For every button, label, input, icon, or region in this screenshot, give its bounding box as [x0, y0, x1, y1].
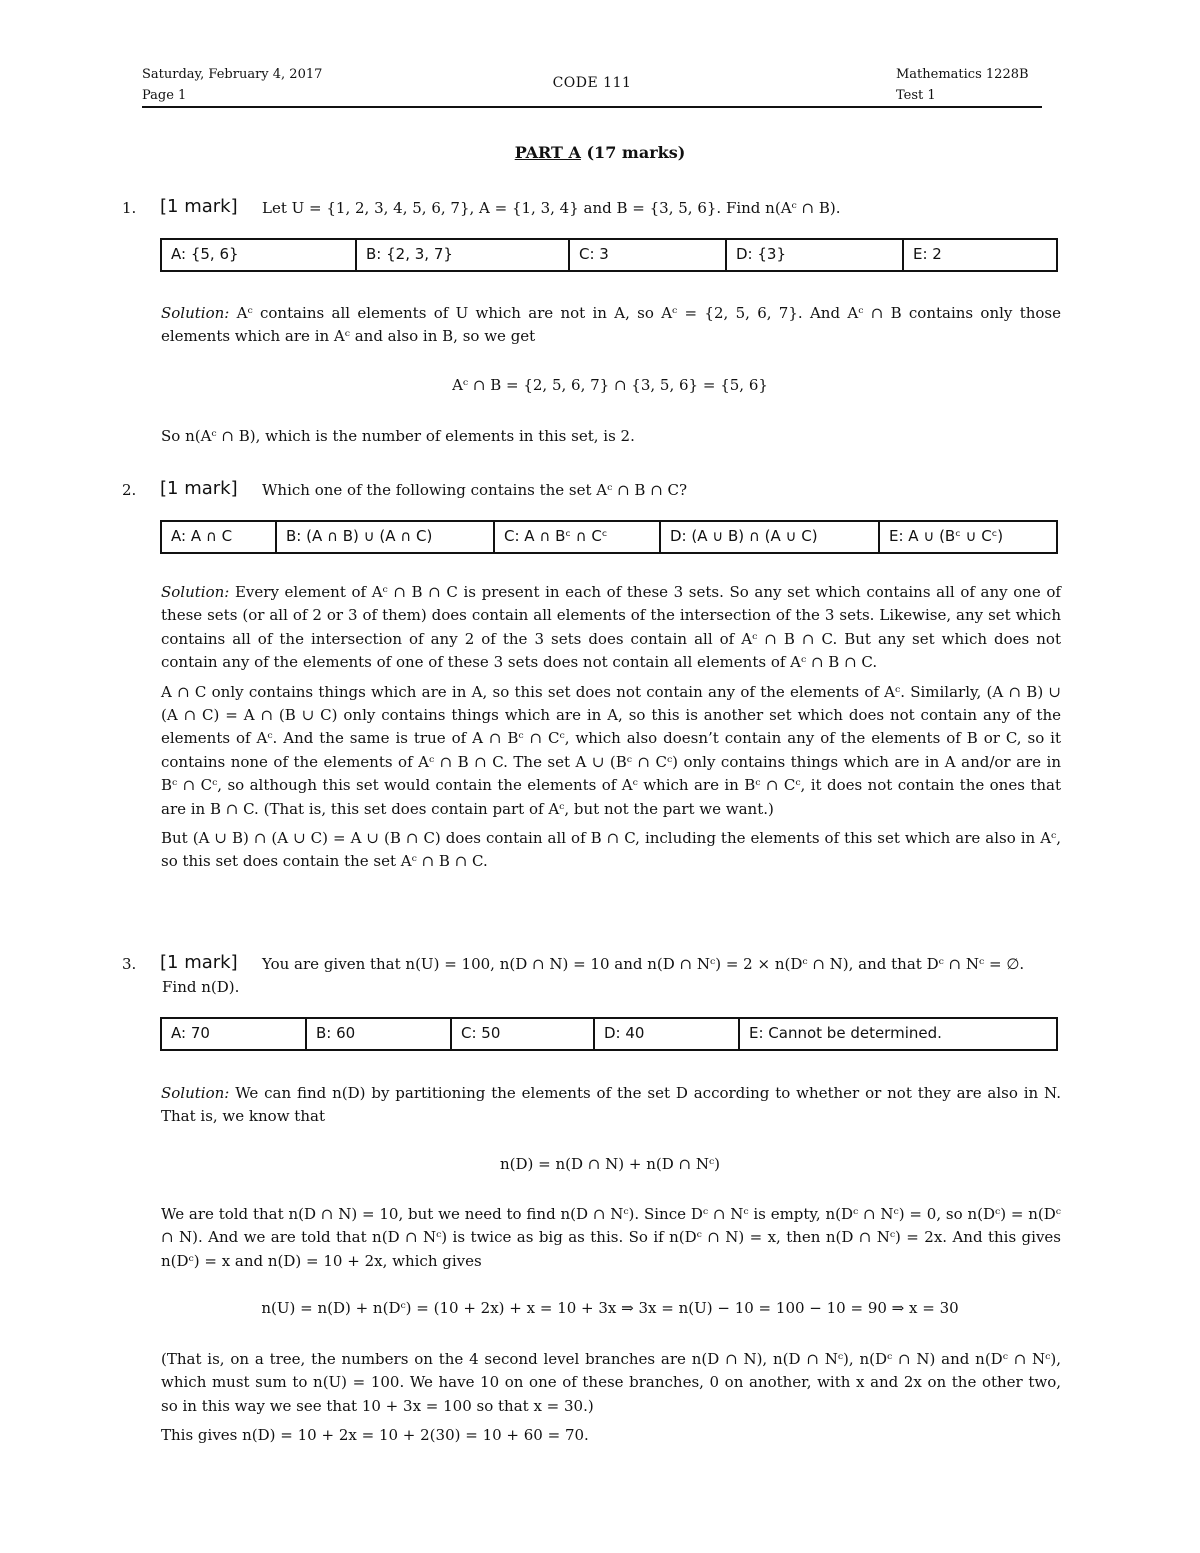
page-header	[142, 64, 1042, 108]
question-number: 2.	[122, 481, 137, 499]
q3-option-d[interactable]: D: 40	[595, 1019, 740, 1049]
q1-option-e[interactable]: E: 2	[913, 245, 942, 263]
q3-option-b[interactable]: B: 60	[307, 1019, 452, 1049]
header-date: Saturday, February 4, 2017	[142, 67, 323, 82]
part-title	[142, 143, 1058, 162]
q1-solution-p1: Aᶜ contains all elements of U which are not in A, so Aᶜ = {2, 5, 6, 7}. And Aᶜ ∩ B contains only those elements which are in Aᶜ and also in B, so we get	[161, 304, 1061, 346]
question-number: 1.	[122, 199, 137, 217]
q2-option-b[interactable]: B: (A ∩ B) ∪ (A ∩ C)	[277, 522, 495, 552]
q2-option-d[interactable]: D: (A ∪ B) ∩ (A ∪ C)	[661, 522, 880, 552]
q3-equation-2: n(U) = n(D) + n(Dᶜ) = (10 + 2x) + x = 10 + 3x ⇒ 3x = n(U) − 10 = 100 − 10 = 90 ⇒ x = 30	[261, 1299, 959, 1317]
question-text: You are given that n(U) = 100, n(D ∩ N) = 10 and n(D ∩ Nᶜ) = 2 × n(Dᶜ ∩ N), and that Dᶜ ∩ Nᶜ = ∅. Find n(D).	[162, 955, 1025, 996]
question-2	[122, 479, 1062, 503]
q3-equation-1: n(D) = n(D ∩ N) + n(D ∩ Nᶜ)	[499, 1155, 721, 1173]
question-number: 3.	[122, 955, 137, 973]
q3-option-a[interactable]: A: 70	[162, 1019, 307, 1049]
q2-solution	[161, 581, 1061, 874]
q1-conclusion	[161, 425, 1061, 448]
q1-option-d[interactable]: D: {3}	[727, 240, 904, 270]
header-rule	[142, 106, 1042, 108]
q3-tree-note	[161, 1348, 1061, 1448]
q3-solution-p3: (That is, on a tree, the numbers on the 4 second level branches are n(D ∩ N), n(D ∩ Nᶜ), n(Dᶜ ∩ N) and n(Dᶜ ∩ Nᶜ), which must sum to n(U) = 100. We have 10 on one of these branches, 0 on another, with x and 2x on the other two, so in this way we see that 10 + 3x = 100 so that x = 30.)	[161, 1350, 1061, 1415]
solution-label: Solution:	[161, 583, 230, 601]
header-right	[896, 64, 1042, 106]
solution-label: Solution:	[161, 1084, 230, 1102]
q3-solution-p4: This gives n(D) = 10 + 2x = 10 + 2(30) = 10 + 60 = 70.	[161, 1426, 589, 1445]
part-marks: (17 marks)	[586, 143, 686, 162]
part-label: PART A	[514, 143, 581, 162]
header-page-number: Page 1	[142, 88, 187, 103]
q3-option-e[interactable]: E: Cannot be determined.	[749, 1024, 942, 1042]
q2-option-c[interactable]: C: A ∩ Bᶜ ∩ Cᶜ	[495, 522, 661, 552]
q3-working	[161, 1203, 1061, 1273]
q2-solution-p3: But (A ∪ B) ∩ (A ∪ C) = A ∪ (B ∩ C) does contain all of B ∩ C, including the elements of this set which are also in Aᶜ, so this set does contain the set Aᶜ ∩ B ∩ C.	[161, 829, 1061, 871]
solution-label: Solution:	[161, 304, 230, 322]
q3-solution-p1: We can find n(D) by partitioning the elements of the set D according to whether or not they are also in N. That is, we know that	[161, 1084, 1061, 1126]
question-text: Let U = {1, 2, 3, 4, 5, 6, 7}, A = {1, 3, 4} and B = {3, 5, 6}. Find n(Aᶜ ∩ B).	[262, 199, 841, 217]
q1-options	[160, 238, 1058, 272]
question-mark: [1 mark]	[160, 478, 238, 499]
q3-option-c[interactable]: C: 50	[452, 1019, 595, 1049]
q1-option-a[interactable]: A: {5, 6}	[162, 240, 357, 270]
q1-option-c[interactable]: C: 3	[570, 240, 727, 270]
q1-option-b[interactable]: B: {2, 3, 7}	[357, 240, 570, 270]
q3-solution	[161, 1082, 1061, 1129]
q2-solution-p1: Every element of Aᶜ ∩ B ∩ C is present in each of these 3 sets. So any set which contains all of any one of these sets (or all of 2 or 3 of them) does contain all elements of the intersection of the 3 sets. Likewise, any set which contains all of the intersection of any 2 of the 3 sets does contain all of Aᶜ ∩ B ∩ C. But any set which does not contain any of the elements of one of these 3 sets does not contain all elements of Aᶜ ∩ B ∩ C.	[161, 583, 1061, 672]
question-mark: [1 mark]	[160, 952, 238, 973]
question-text: Which one of the following contains the set Aᶜ ∩ B ∩ C?	[262, 481, 688, 499]
question-3	[122, 953, 1062, 1001]
q3-options	[160, 1017, 1058, 1051]
q2-options	[160, 520, 1058, 554]
q1-solution	[161, 302, 1061, 349]
header-test: Test 1	[896, 88, 936, 103]
header-course: Mathematics 1228B	[896, 67, 1029, 82]
question-1	[122, 197, 1062, 221]
q2-solution-p2: A ∩ C only contains things which are in A, so this set does not contain any of the elements of Aᶜ. Similarly, (A ∩ B) ∪ (A ∩ C) = A ∩ (B ∪ C) only contains things which are in A, so this is another set which does not contain any of the elements of Aᶜ. And the same is true of A ∩ Bᶜ ∩ Cᶜ, which also doesn’t contain any of the elements of B or C, so it contains none of the elements of Aᶜ ∩ B ∩ C. The set A ∪ (Bᶜ ∩ Cᶜ) only contains things which are in A and/or are in Bᶜ ∩ Cᶜ, so although this set would contain the elements of Aᶜ which are in Bᶜ ∩ Cᶜ, it does not contain the ones that are in B ∩ C. (That is, this set does contain part of Aᶜ, but not the part we want.)	[161, 682, 1061, 818]
question-mark: [1 mark]	[160, 196, 238, 217]
q1-equation: Aᶜ ∩ B = {2, 5, 6, 7} ∩ {3, 5, 6} = {5, 6}	[452, 376, 768, 394]
q1-solution-p2: So n(Aᶜ ∩ B), which is the number of elements in this set, is 2.	[161, 427, 635, 445]
q3-solution-p2: We are told that n(D ∩ N) = 10, but we need to find n(D ∩ Nᶜ). Since Dᶜ ∩ Nᶜ is empty, n(Dᶜ ∩ Nᶜ) = 0, so n(Dᶜ) = n(Dᶜ ∩ N). And we are told that n(D ∩ Nᶜ) is twice as big as this. So if n(Dᶜ ∩ N) = x, then n(D ∩ Nᶜ) = 2x. And this gives n(Dᶜ) = x and n(D) = 10 + 2x, which gives	[161, 1205, 1061, 1270]
q2-option-a[interactable]: A: A ∩ C	[162, 522, 277, 552]
header-code: CODE 111	[552, 75, 632, 91]
q2-option-e[interactable]: E: A ∪ (Bᶜ ∪ Cᶜ)	[889, 527, 1004, 545]
